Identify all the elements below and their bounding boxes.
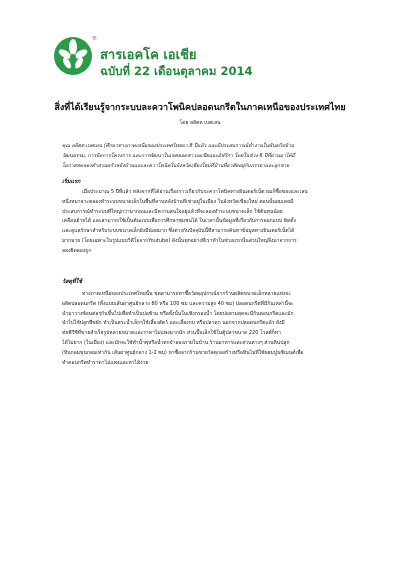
- paragraph-line: ทำคอนกรีตทำราคาไม่แพงและหาได้ง่าย: [62, 359, 149, 366]
- paragraph-line: หนึ่งหมาจาะตลองทำระบบขนาดเล็กในพื้นที่ลานหลังบ้านที่เช่าอยู่ในเมือง ในจังหวัดเชียงใหม่ ตอนนั้นผมเคยมี: [62, 198, 294, 205]
- paragraph-line: ท่อพีวีซีที่ขายสำเร็จรูปหลายขนาดและราคาไม่แพงมากนัก ส่วนปั๊มเล็กใช้ในตู้ปลาขนาด 220 โวลต์ก็หา: [62, 330, 281, 337]
- article-title: สิ่งที่ได้เรียนรู้จากระบบละควาโพนิคปลอดนกรีตในภาคเหนือของประเทศไทย: [54, 103, 346, 113]
- intro-line: คุณ ลลิตต เบศเลน (ศึกษาทางภาคเหนือของประเทศไทยมา 8 ปีแล้ว และมีประสบการณ์ทำงานในพันธกิจข้าม: [62, 143, 295, 149]
- paragraph-line: นำไปใช้ปลูกพืชผัก ทำเป็นสระน้ำเล็กๆใช้เลี้ยงสัตว์ และเลี้ยงกบ หรือปลาดุก นอกจากปลอดนกรีตแล้ว ยังมี: [62, 320, 285, 327]
- paragraph-line: ทางภาคเหนือของประเทศไทยนั้น ชุดสามารถหาซื้อวัสดุอุปกรณ์จากร้านผลิตขนาดเล็กหลายแห่งจะ: [82, 291, 291, 297]
- section-paragraph-beginning: [62, 188, 352, 257]
- trademark-symbol: ®: [92, 36, 97, 42]
- echo-logo-icon: [53, 36, 93, 76]
- section-heading-materials: วัสดุที่ใช้: [62, 279, 83, 285]
- masthead-title: สารเอคโค เอเชีย: [100, 48, 197, 63]
- paragraph-line: ลองผิดลองถูก: [62, 247, 92, 254]
- paragraph-line: เมื่อประมาณ 5 ปีที่แล้ว หลังจากที่ได้อ่านเรื่องราวเกี่ยวกับระควาโพนิคทางอินเตอร์เน็ต ผมก็ซื้อของและเลน: [82, 189, 308, 195]
- article-byline: โดย ลลิตต เบศเลน: [179, 120, 221, 126]
- author-intro: [62, 141, 352, 171]
- paragraph-line: ผลิตปลอดนกรีต (ทั้งแบบเส้นผ่าศูนย์กลาง 80 หรือ 100 ซม และความสูง 40 ซม) ปลอดนกรีตที่มีก้นเหล่านี้จะ: [62, 300, 294, 307]
- intro-line: วัฒนธรรม, การจัดการโครงการ และการพัฒนาในเขตยอดชาวเอเชียและอัฟริกา โดยในช่วง 6 ปีที่ผ่านมาได้มี: [62, 153, 295, 159]
- paragraph-line: (หินกลมขุนกลมเท่ากัน เส้นผ่าศูนย์กลาง 1-2 ซม) หาซื้อจากร้านขายวัสดุก่อสร้างหรือหินไม่ที่ใช้ผสมปูนซีเมนต์เพื่อ: [62, 349, 304, 356]
- masthead-issue: ฉบับที่ 22 เดือนตุลาคม 2014: [100, 64, 253, 78]
- section-paragraph-materials: [62, 290, 352, 368]
- intro-line: โอกาสทดลองทำสวนครัวหลังบ้านและละควาโพนิคในจังหวัดเชียงใหม่ที่บ้านที่อาศัยอยู่กับภรรยาและลูกชาย: [62, 163, 290, 169]
- paragraph-line: เคลื่อนย้ายได้ และสามารถใช้เป็นต้นแบบเพื่อการศึกษาชุมชนได้ ในเวลานั้นข้อมูลที่เกี่ยวกับการออกแบบ ติดตั้ง: [62, 218, 296, 225]
- section-heading-beginning: เริ่มแรก: [62, 179, 81, 185]
- paragraph-line: และดูแลรักษาสำหรับระบบขนาดเล็กยังมีน้อยมาก ซึ่งต่างกับปัจจุบันนี้ที่สามารถค้นหาข้อมูลทางอินเตอร์เน็ตได้: [62, 228, 295, 235]
- paragraph-line: มากมาย (โดยเฉพาะในรูปแบบวิดีโอจากYoutube) ดังนั้นทุกอย่างที่เราทำในช่วงแรกนั้นส่วนใหญ่จึงมาจากการ: [62, 237, 297, 244]
- paragraph-line: ได้ไม่ยาก (ในเมือง) และมักจะใช้ทำน้ำพุหรือน้ำตกจำลองภายในบ้าน ร้านอาหารและสวนต่างๆ ส่วนหินปลูก: [62, 339, 290, 346]
- paragraph-line: ประสบการณ์ทำระบบที่ใหญ่กว่ามาก่อนและมีความสนใจอยู่แล้วที่จะลองทำระบบขนาดเล็ก ใช้ต้นทุนน้อย: [62, 208, 283, 215]
- paragraph-line: นำมาวางซ้อนต่อๆกันขึ้นไปเพื่อทำเป็นปอซ้วม หรือทั้งนั้นในเชิงกรองน้ำ โดยปอสวมสุดจะมีก้นคอนกรีตและมัก: [62, 310, 294, 317]
